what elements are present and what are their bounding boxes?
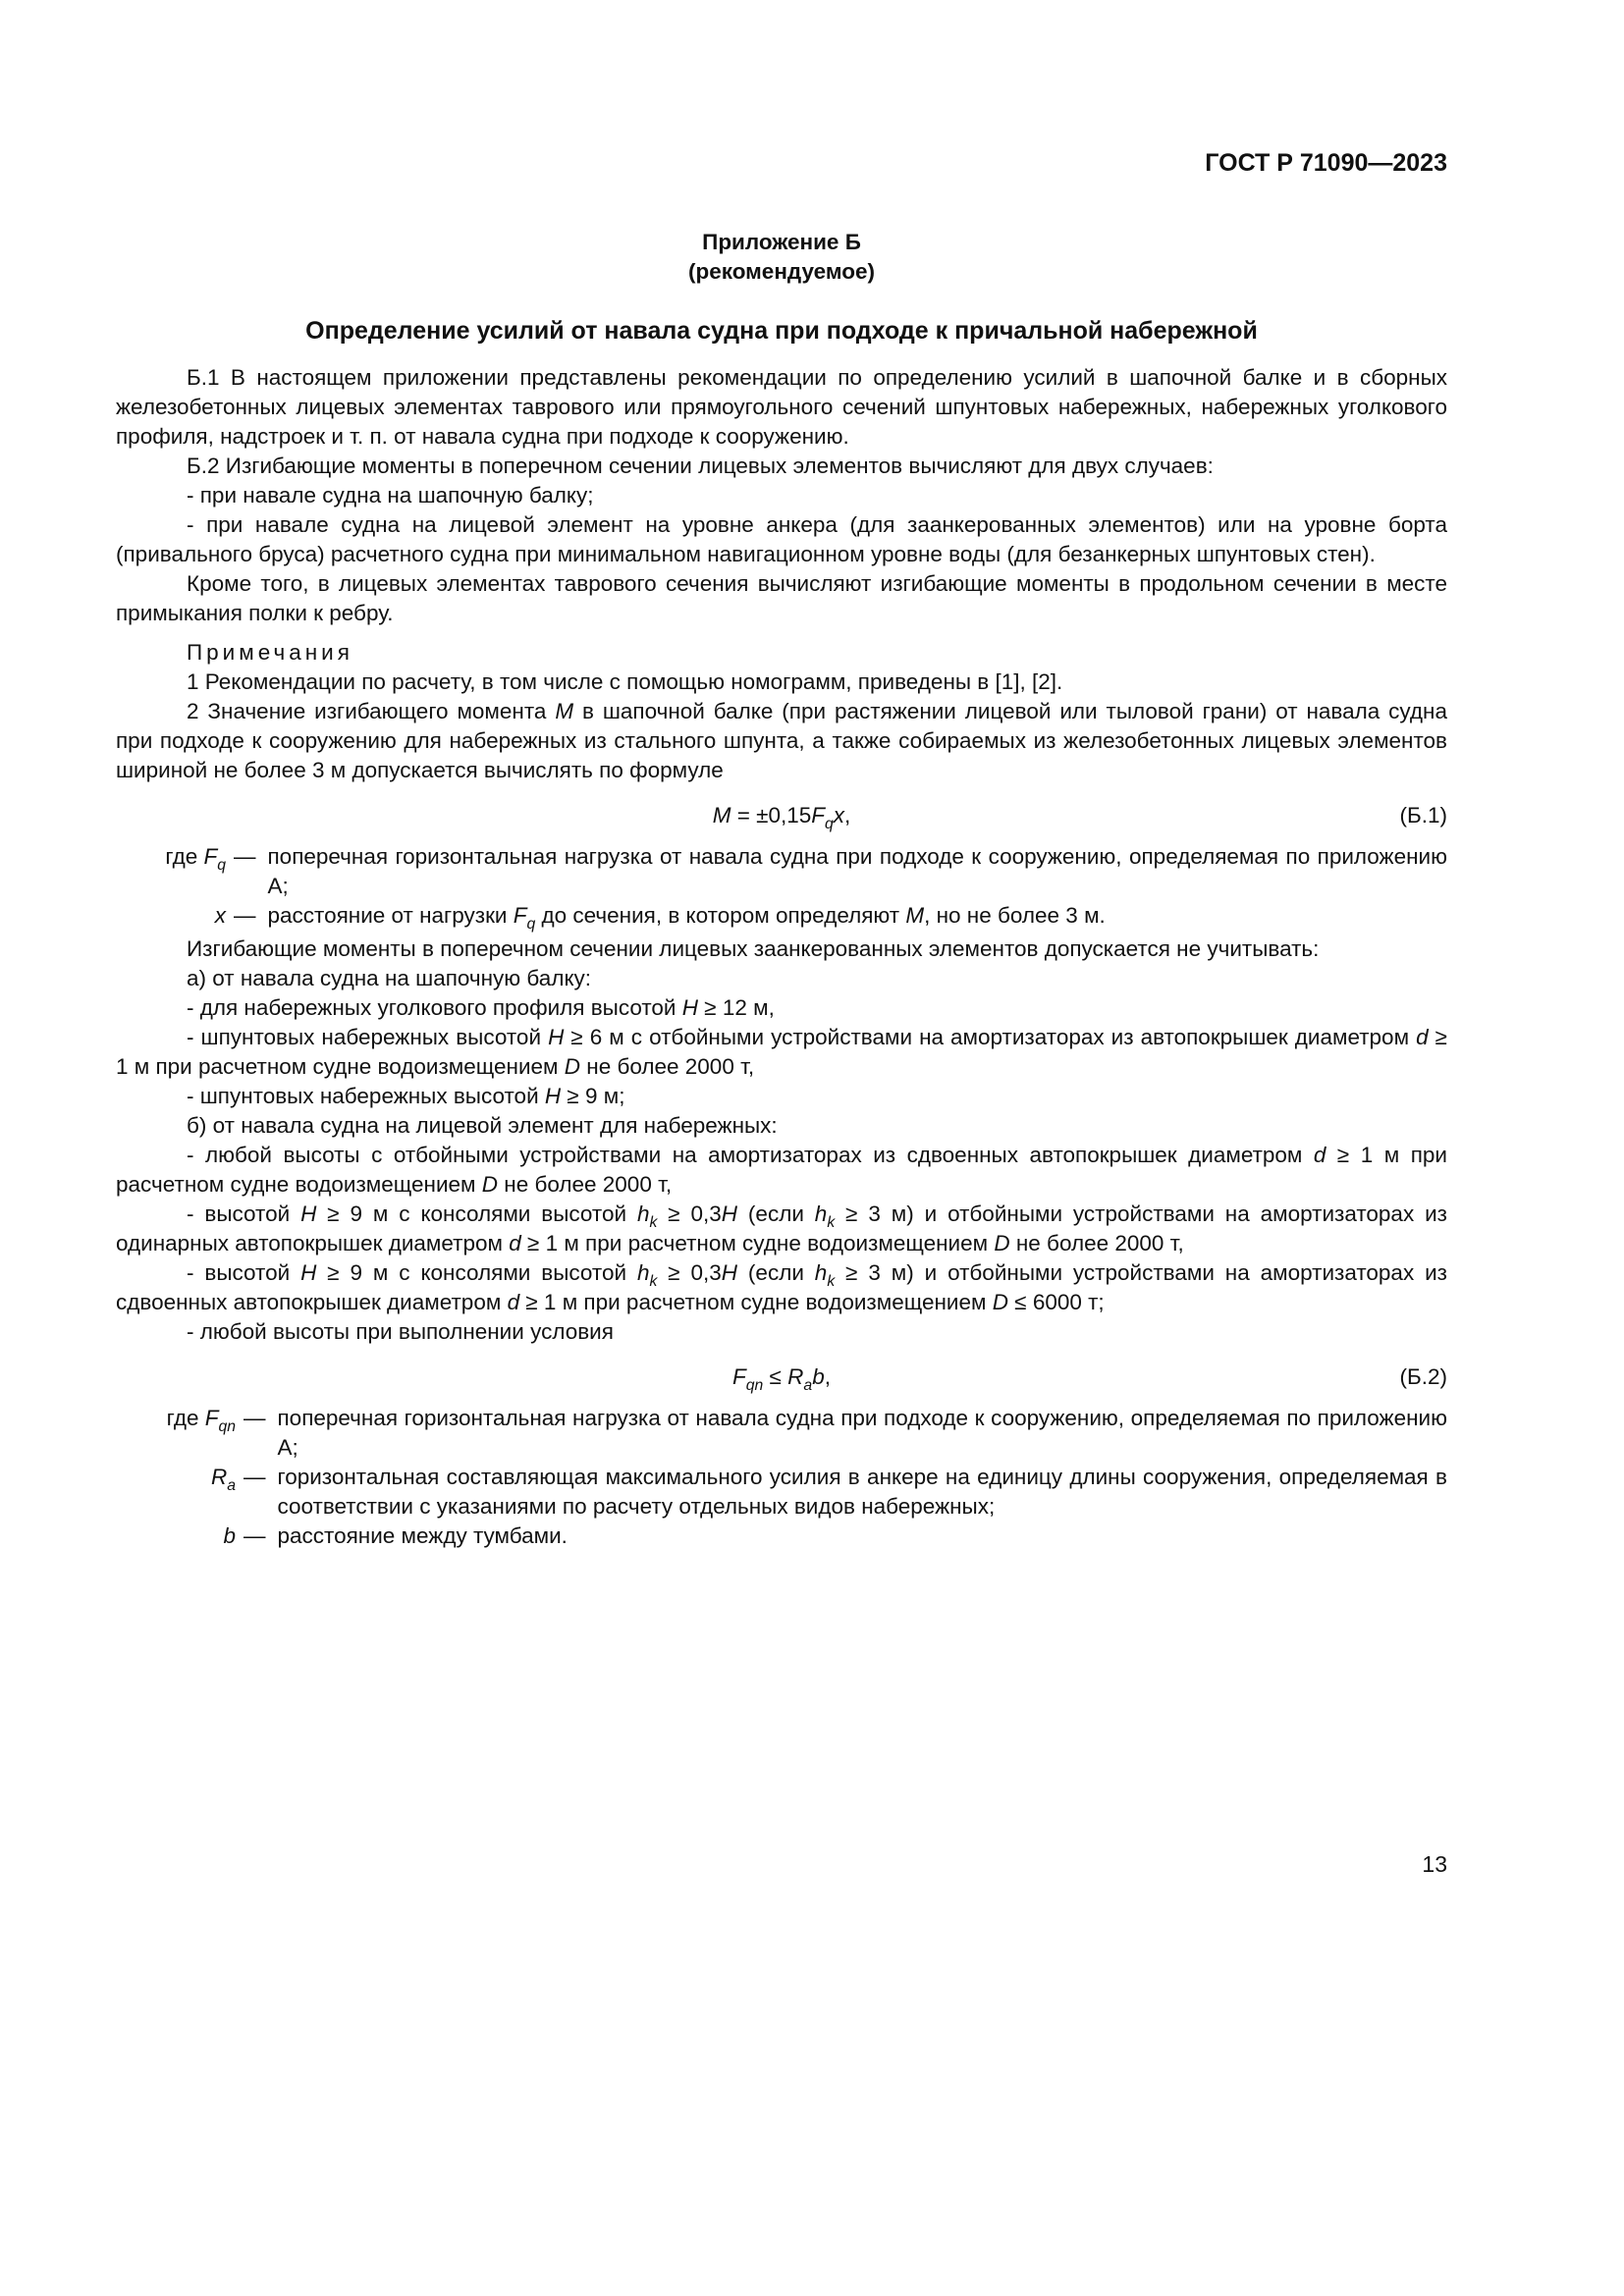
paragraph-b2: Б.2 Изгибающие моменты в поперечном сечении лицевых элементов вычисляют для двух случаев: — [187, 454, 1214, 478]
definition-text: расстояние между тумбами. — [277, 1523, 568, 1548]
definition-symbol: где $F_{qn}$ — [166, 1406, 236, 1435]
definition-item — [116, 1522, 1447, 1551]
definition-text: горизонтальная составляющая максимального усилия в анкере на единицу длины сооружения, определяемая в соответствии с указаниями по расчету отдельных видов набережных; — [277, 1465, 1447, 1519]
formula-expression: $M = \pm 0,15F_qx$, — [712, 803, 851, 832]
definition-dash: — — [234, 844, 256, 869]
list-item: - шпунтовых набережных высотой H ≥ 6 м с отбойными устройствами на амортизаторах из автопокрышек диаметром d ≥ 1 м при расчетном судне водоизмещением D не более 2000 т, — [116, 1025, 1447, 1079]
list-item: - высотой H ≥ 9 м с консолями высотой $h_k \ge 0,3H$ (если $h_k \ge 3$ м) и отбойными устройствами на амортизаторах из сдвоенных автопокрышек диаметром d ≥ 1 м при расчетном судне водоизмещением D ≤ 6000 т; — [116, 1260, 1447, 1314]
paragraph-additional: Кроме того, в лицевых элементах таврового сечения вычисляют изгибающие моменты в продольном сечении в месте примыкания полки к ребру. — [116, 571, 1447, 625]
formula-b2-definitions — [116, 1404, 1447, 1551]
definition-text: расстояние от нагрузки $F_q$ до сечения, в котором определяют M, но не более 3 м. — [267, 903, 1106, 933]
appendix-label: Приложение Б — [702, 230, 861, 254]
definition-symbol: x — [214, 903, 226, 928]
definition-symbol: b — [223, 1523, 236, 1548]
definition-text: поперечная горизонтальная нагрузка от навала судна при подходе к сооружению, определяемая по приложению А; — [267, 844, 1447, 898]
page-number: 13 — [1422, 1851, 1447, 1877]
list-item: а) от навала судна на шапочную балку: — [187, 966, 592, 990]
appendix-status: (рекомендуемое) — [688, 259, 875, 284]
definition-dash: — — [234, 903, 256, 928]
list-item: - для набережных уголкового профиля высотой H ≥ 12 м, — [187, 995, 775, 1020]
paragraph-exceptions: Изгибающие моменты в поперечном сечении лицевых заанкерованных элементов допускается не учитывать: — [187, 936, 1320, 961]
formula-b1 — [116, 801, 1447, 830]
document-code: ГОСТ Р 71090—2023 — [1205, 149, 1447, 177]
definition-item — [116, 842, 1447, 901]
list-item: - шпунтовых набережных высотой H ≥ 9 м; — [187, 1084, 625, 1108]
appendix-title: Определение усилий от навала судна при подходе к причальной набережной — [305, 317, 1258, 345]
list-item: б) от навала судна на лицевой элемент для набережных: — [187, 1113, 778, 1138]
formula-b1-definitions — [116, 842, 1447, 931]
formula-number: (Б.2) — [1399, 1364, 1447, 1389]
definition-item — [116, 1463, 1447, 1522]
notes-title: Примечания — [187, 640, 353, 665]
formula-number: (Б.1) — [1399, 803, 1447, 828]
list-item: - любой высоты при выполнении условия — [187, 1319, 614, 1344]
definition-symbol: $R_a$ — [210, 1465, 236, 1494]
list-item: - при навале судна на лицевой элемент на уровне анкера (для заанкерованных элементов) или на уровне борта (привального бруса) расчетного судна при минимальном навигационном уровне воды (для безанкерных шпунтовых стен). — [116, 512, 1447, 566]
note-1: 1 Рекомендации по расчету, в том числе с помощью номограмм, приведены в [1], [2]. — [187, 669, 1063, 694]
list-item: - высотой H ≥ 9 м с консолями высотой $h_k \ge 0,3H$ (если $h_k \ge 3$ м) и отбойными устройствами на амортизаторах из одинарных автопокрышек диаметром d ≥ 1 м при расчетном судне водоизмещением D не более 2000 т, — [116, 1201, 1447, 1255]
definition-dash: — — [244, 1523, 266, 1548]
formula-b2 — [116, 1362, 1447, 1392]
definition-item — [116, 901, 1447, 931]
paragraph-b1: Б.1 В настоящем приложении представлены рекомендации по определению усилий в шапочной балке и в сборных железобетонных лицевых элементах таврового или прямоугольного сечений шпунтовых набережных, набережных уголкового профиля, надстроек и т. п. от навала судна при подходе к сооружению. — [116, 365, 1447, 449]
formula-expression: $F_{qn} \le R_ab$, — [732, 1364, 831, 1394]
list-item: - при навале судна на шапочную балку; — [187, 483, 594, 507]
definition-dash: — — [244, 1465, 266, 1489]
page-content — [116, 228, 1447, 1555]
definition-dash: — — [244, 1406, 266, 1430]
definition-item — [116, 1404, 1447, 1463]
list-item: - любой высоты с отбойными устройствами на амортизаторах из сдвоенных автопокрышек диаметром d ≥ 1 м при расчетном судне водоизмещением D не более 2000 т, — [116, 1143, 1447, 1197]
definition-text: поперечная горизонтальная нагрузка от навала судна при подходе к сооружению, определяемая по приложению А; — [277, 1406, 1447, 1460]
definition-symbol: где $F_q$ — [165, 844, 226, 874]
note-2: 2 Значение изгибающего момента M в шапочной балке (при растяжении лицевой или тыловой грани) от навала судна при подходе к сооружению для набережных из стального шпунта, а также собираемых из железобетонных лицевых элементов шириной не более 3 м допускается вычислять по формуле — [116, 699, 1447, 782]
